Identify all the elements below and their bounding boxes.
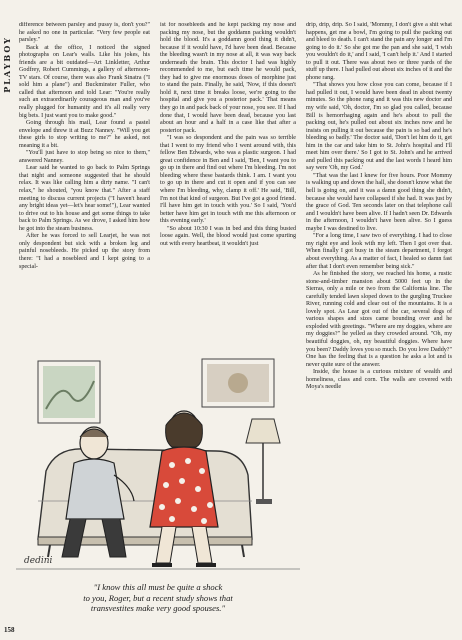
article-paragraph: ist for nosebleeds and he kept packing my nose and packing my nose, but the goddamn packing wouldn't hold the blood. It's a goddamn good thing it didn't, because if it would have, I'd have been dead. Because the bleeding wasn't in my nose at all, it was way back underneath the brain. This doctor I had was highly recommended to me, but each time he would pack, they had to give me enormous doses of morphine just to stand the pain. Finally, he said, 'Now, if this doesn't hold it, next time it breaks loose, we're going to the hospital and give you a posterior pack.' That means they go in and pack back of your nose, you see. If I had done that, I would have been dead, because you last about an hour and a half in a case like that after a posterior pack. <box>160 22 296 134</box>
caption-line: to you, Roger, but a recent study shows that <box>83 592 233 603</box>
caption-line: transvestites make very good spouses." <box>90 603 226 614</box>
article-paragraph: Back at the office, I noticed the signed photographs on Lear's walls. Like his jokes, his friends are a bit outdated—Art Linkletter, Arthur Godfrey, Robert Cummings, a gallery of afternoon-TV stars. Of course, there was also Frank Sinatra ("I sold him a plane") and Buckminster Fuller, who called that afternoon and told Lear: "You're really such an extraordinarily courageous man and you've really plugged for humanity and it's all really very big bets. I just want you to make good." <box>19 44 150 119</box>
article-paragraph: drip, drip, drip. So I said, 'Mommy, I don't give a shit what happens, get me a bowl, I'm going to pull the packing out and bleed to death. I can't stand the pain any longer and I'm going to do it.' So she got me the pan and she said, 'I wish you wouldn't do it,' and I said, 'I can't help it.' And I started to pull it out. There was about two or three yards of the stuff up there. I had pulled out about six inches of it and the phone rang. <box>306 22 452 81</box>
magazine-name: PLAYBOY <box>2 36 12 93</box>
page-number: 158 <box>4 626 15 634</box>
article-paragraph: "That shows you how close you can come, because if I had pulled it out, I would have been dead in about twenty minutes. So the phone rang and it was this new doctor and my wife said, 'Oh, doctor, I'm so glad you called, because Bill is hemorrhaging again and he's about to pull the packing out, he's pulled out about six inches now and he insists on pulling it out because the pain is so bad and he's bleeding so badly.' The doctor said, 'Don't let him do it, get him in the car and take him to St. John's hospital and I'll meet him over there.' So I got to St. John's and he arrived and pulled this packing out and the last words I heard him say were 'Oh, my God.' <box>306 82 452 172</box>
article-paragraph: "For a long time, I saw two of everything. I had to close my right eye and look with my left. Then I got over that. When finally I got busy in the steam department, I forgot about everything. As a matter of fact, I healed so damn fast after that I don't even remember being sick." <box>306 233 452 270</box>
cartoonist-signature: dedini <box>24 556 53 566</box>
article-paragraph: "I was so despondent and the pain was so terrible that I went to my friend who I went around with, this fellow Ben Edwards, who was a plastic surgeon. I had great confidence in Ben and I said, 'Ben, I want you to go up in there and find out where I'm bleeding. I'm not bleeding where these bastards think. I am. I want you to go up in there and cut it open and if you can see where I'm bleeding, why, clamp it off.' He said, 'Bill, I'm not that kind of surgeon. But I've got a good friend. I'll have him get in touch with you.' So I said, 'You'd better have him get in touch with me this afternoon or this evening early.' <box>160 135 296 225</box>
article-paragraph: As he finished the story, we reached his home, a rustic stone-and-timber mansion about 5000 feet up in the Sierras, only a mile or two from the California line. The carefully tended lawn sloped down to the gurgling Truckee River, running cold and clear out of the mountains. It is a lovely spot. As Lear got out of the car, several dogs of various shapes and sizes came bounding over and he exploded with greetings. "Where are my doggies, where are my doggies?" he yelled as they crowded around. "Oh, my beautiful doggies, oh, my beautiful doggies. Where have you been? Daddy loves you so much. Do you love Daddy?" One has the feeling that is a question he asks a lot and is never quite sure of the answer. <box>306 271 452 368</box>
cartoon-illustration <box>16 351 300 583</box>
article-paragraph: Lear said he wanted to go back to Palm Springs that night and someone suggested that he should relax. It was like calling him a dirty name. "I can't relax," he shouted, "you know that." After a staff meeting to discuss current projects ("I haven't heard any bright ideas yet—let's hear some!"), Lear wanted to drive out to his house and get some things to take back to Palm Springs. As we drove, I asked him how he got into the steam business. <box>19 165 150 232</box>
text-column-3 <box>306 22 452 640</box>
cartoon-caption <box>16 582 300 614</box>
article-paragraph: After he was forced to sell Learjet, he was not only despondent but sick with a broken leg and painful nosebleeds. He picked up the story from there: "I had a nosebleed and I kept going to a special- <box>19 233 150 270</box>
wall-painting-right <box>202 359 274 407</box>
article-paragraph: difference between parsley and pussy is, don't you?" he asked no one in particular. "Very few people eat parsley." <box>19 22 150 44</box>
article-paragraph: Inside, the house is a curious mixture of wealth and homeliness, class and corn. The walls are covered with Moya's needle <box>306 369 452 391</box>
article-paragraph: "That was the last I knew for five hours. Poor Mommy is walking up and down the hall, she doesn't know what the hell is going on, and it was a damn good thing she didn't, because she would have collapsed if she had. It was just by the grace of God. Ten seconds later on that telephone call and I wouldn't have been alive. If I hadn't seen Dr. Edwards in the afternoon, I wouldn't have been alive. So I guess maybe I was destined to live. <box>306 172 452 232</box>
caption-line: "I know this all must be quite a shock <box>93 582 223 592</box>
article-paragraph: Going through his mail, Lear found a pastel envelope and threw it at Buzz Nanney. "Will you get these girls to stop writing to me?" he asked, not meaning it a bit. <box>19 120 150 149</box>
article-paragraph: "So about 10:30 I was in bed and this thing busted loose again. Well, the blood would just come spurting out with every heartbeat, it wouldn't just <box>160 225 296 247</box>
wall-painting-left <box>38 361 100 423</box>
article-paragraph: "You'll just have to stop being so nice to them," answered Nanney. <box>19 150 150 164</box>
